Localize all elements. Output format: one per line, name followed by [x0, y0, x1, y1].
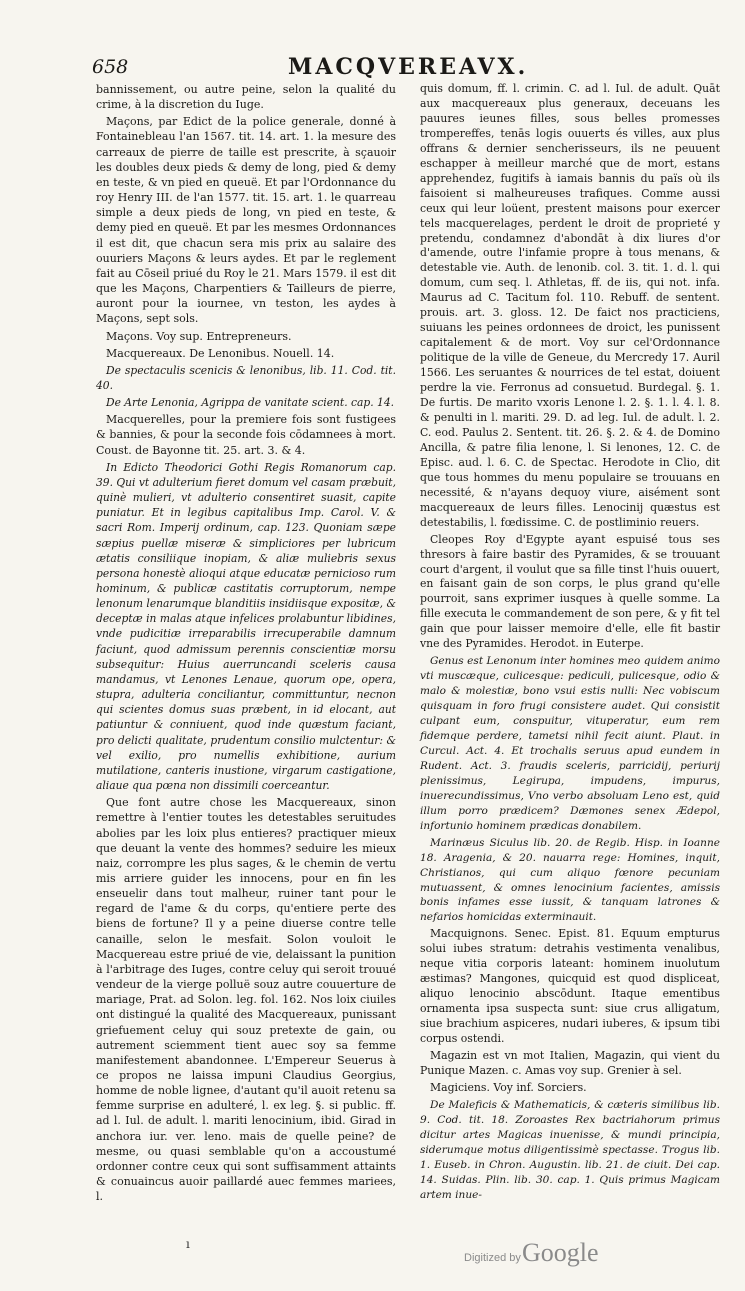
- paragraph: De Arte Lenonia, Agrippa de vanitate scient. cap. 14.: [106, 396, 395, 410]
- running-head: MACQVEREAVX.: [288, 54, 529, 80]
- paragraph: Macquereaux. De Lenonibus. Nouell. 14.: [106, 346, 335, 360]
- paragraph: De Maleficis & Mathematicis, & cæteris similibus lib. 9. Cod. tit. 18. Zoroastes Rex bactriahorum primus dicitur artes Magicas inuenisse, & mundi principia, siderumque motus diligentissimè spectasse. Trogus lib. 1. Euseb. in Chron. Augustin. lib. 21. de ciuit. Dei cap. 14. Suidas. Plin. lib. 30. cap. 1. Quis primus Magicam artem inue-: [420, 1098, 720, 1201]
- paragraph: De spectaculis scenicis & lenonibus, lib. 11. Cod. tit. 40.: [96, 363, 396, 392]
- watermark-brand: Google: [522, 1238, 599, 1267]
- paragraph: Que font autre chose les Macquereaux, sinon remettre à l'entier toutes les detestables seruitudes abolies par les loix plus entieres? practiquer mieux que deuant la vente des hommes? seduire les mieux naiz, corrompre les plus sages, & le chemin de vertu mis arriere guider les innocens, pour en fin les enseuelir dans tout malheur, ruiner tant pour le regard de l'ame & du corps, qu'entiere perte des biens de fortune? Il y a peine diuerse contre telle canaille, selon le mesfait. Solon vouloit le Macquereau estre priué de vie, delaissant la punition à l'arbitrage des Iuges, contre celuy qui seroit trouué vendeur de la vierge polluë souz autre couuerture de mariage, Prat. ad Solon. leg. fol. 162. Nos loix ciuiles ont distingué la qualité des Macquereaux, punissant griefuement celuy qui souz pretexte de gain, ou autrement sciemment tient auec soy sa femme manifestement abandonnee. L'Empereur Seuerus à ce propos ne laissa impuni Claudius Georgius, homme de noble lignee, d'autant qu'il auoit retenu sa femme surprise en adulteré, l. ex leg. §. si public. ff. ad l. Iul. de adult. l. mariti lenocinium, ibid. Girad in anchora iur. ver. leno. mais de quelle peine? de mesme, ou quasi semblable qu'on a accoustumé ordonner contre ceux qui sont suffisamment attaints & conuaincus auoir paillardé auec femmes mariees, l.: [96, 796, 396, 1204]
- digitization-watermark: [464, 1238, 614, 1270]
- watermark-prefix: Digitized by: [464, 1252, 521, 1264]
- page-number: 658: [92, 56, 129, 78]
- paragraph: Marinæus Siculus lib. 20. de Regib. Hisp. in Ioanne 18. Aragenia, & 20. nauarra rege: Homines, inquit, Christianos, qui cum aliquo fœnore pecuniam mutuassent, & omnes lenocinium facientes, amissis bonis infames esse iussit, & tanquam latrones & nefarios homicidas exterminauit.: [420, 836, 720, 924]
- paragraph: Macquignons. Senec. Epist. 81. Equum empturus solui iubes stratum: detrahis vestimenta venalibus, neque vitia corporis lateant: hominem inuolutum æstimas? Mangones, quicquid est quod displiceat, aliquo lenocinio abscōdunt. Itaque ementibus ornamenta ipsa suspecta sunt: siue crus alligatum, siue brachium aspiceres, nudari iuberes, & ipsum tibi corpus ostendi.: [420, 927, 720, 1046]
- right-column: [420, 82, 720, 1205]
- paragraph: Magazin est vn mot Italien, Magazin, qui vient du Punique Mazen. c. Amas voy sup. Grenier à sel.: [420, 1049, 720, 1077]
- paragraph: quis domum, ff. l. crimin. C. ad l. Iul. de adult. Quāt aux macquereaux plus generaux, deceuans les pauures ieunes filles, sous belles promesses trompereffes, tenās logis ouuerts és villes, aux plus offrans & dernier sencherisseurs, ils ne peuuent eschapper à meilleur marché que de mort, estans apprehendez, fugitifs à iamais bannis du païs où ils faisoient si malheureuses trafiques. Comme aussi ceux qui leur loüent, prestent maisons pour exercer tels macquerelages, perdent le droit de proprieté y pretendu, condamnez d'abondāt à dix liures d'or d'amende, outre l'infamie propre à tous menans, & detestable vie. Auth. de lenonib. col. 3. tit. 1. d. l. qui domum, cum seq. l. Athletas, ff. de iis, qui not. infa. Maurus ad C. Tacitum fol. 110. Rebuff. de sentent. prouis. art. 3. gloss. 12. De faict nos practiciens, suiuans les peines ordonnees de droict, les punissent capitalement & de mort. Voy sur cel'Ordonnance politique de la ville de Geneue, du Mercredy 17. Auril 1566. Les seruantes & nourrices de tel estat, doiuent perdre la vie. Ferronus ad consuetud. Burdegal. §. 1. De furtis. De marito vxoris Lenone l. 2. §. 1. l. 4. l. 8. & penulti in l. mariti. 29. D. ad leg. Iul. de adult. l. 2. C. eod. Paulus 2. Sentent. tit. 26. §. 2. & 4. de Domino Ancilla, & patre filia lenone, l. Si lenones, 12. C. de Episc. aud. l. 6. C. de Spectac. Herodote in Clio, dit que tous hommes du menu populaire se trouuans en necessité, & n'ayans dequoy viure, aisément sont macquereaux de leurs filles. Lenocinij quæstus est detestabilis, l. fœdissime. C. de postliminio reuers.: [420, 82, 720, 529]
- paragraph: Magiciens. Voy inf. Sorciers.: [430, 1080, 587, 1094]
- paragraph: Maçons, par Edict de la police generale, donné à Fontainebleau l'an 1567. tit. 14. art. 1. la mesure des carreaux de pierre de taille est prescrite, à sçauoir les doubles deux pieds & demy de long, pied & demy en teste, & vn pied en queuë. Et par l'Ordonnance du roy Henry III. de l'an 1577. tit. 15. art. 1. le quarreau simple a deux pieds de long, vn pied en teste, & demy pied en queuë. Et par les mesmes Ordonnances il est dit, que chacun sera mis prix au salaire des ouuriers Maçons & leurs aydes. Et par le reglement fait au Cōseil priué du Roy le 21. Mars 1579. il est dit que les Maçons, Charpentiers & Tailleurs de pierre, auront pour la iournee, vn teston, les aydes à Maçons, sept sols.: [96, 115, 396, 326]
- paragraph: bannissement, ou autre peine, selon la qualité du crime, à la discretion du Iuge.: [96, 83, 396, 112]
- paragraph: Genus est Lenonum inter homines meo quidem animo vti muscæque, culicesque: pediculi, pulicesque, odio & malo & molestiæ, bono vsui estis nulli: Nec vobiscum quisquam in foro frugi consistere audet. Qui consistit culpant eum, conspuitur, vituperatur, eum rem fidemque perdere, tametsi nihil fecit aiunt. Plaut. in Curcul. Act. 4. Et trochalis seruus apud eundem in Rudent. Act. 3. fraudis sceleris, parricidij, periurij plenissimus, Legirupa, impudens, impurus, inuerecundissimus, Vno verbo absoluam Leno est, quid illum porro prædicem? Dæmones senex Ædepol, infortunio hominem prædicas donabilem.: [420, 655, 720, 832]
- paragraph: Macquerelles, pour la premiere fois sont fustigees & bannies, & pour la seconde fois cōdamnees à mort. Coust. de Bayonne tit. 25. art. 3. & 4.: [96, 413, 396, 457]
- paragraph: Cleopes Roy d'Egypte ayant espuisé tous ses thresors à faire bastir des Pyramides, & se trouuant court d'argent, il voulut que sa fille tinst l'huis ouuert, en faisant gain de son corps, le plus grand qu'elle pourroit, sans exprimer iusques à quelle somme. La fille executa le commandement de son pere, & y fit tel gain que pour laisser memoire d'elle, elle fit bastir vne des Pyramides. Herodot. in Euterpe.: [420, 532, 720, 651]
- footer-mark: ı: [186, 1237, 190, 1251]
- page-header: [92, 54, 722, 82]
- paragraph: In Edicto Theodorici Gothi Regis Romanorum cap. 39. Qui vt adulterium fieret domum vel casam præbuit, quinè mulieri, vt adulterio consentiret suasit, capite puniatur. Et in legibus capitalibus Imp. Carol. V. & sacri Rom. Imperij ordinum, cap. 123. Quoniam sæpe sæpius puellæ miseræ & simpliciores per lubricum ætatis consiliique inopiam, & aliæ muliebris sexus persona honestè alioqui atque educatæ pernicioso rum hominum, & publicæ castitatis corruptorum, nempe lenonum lenarumque blanditiis insidiisque expositæ, & deceptæ in malas atque infelices prolabuntur libidines, vnde pudicitiæ irreparabilis irrecuperabile damnum faciunt, quod admissum perennis conscientiæ morsu subsequitur: Huius auerruncandi sceleris causa mandamus, vt Lenones Lenaue, quorum ope, opera, stupra, adulteria conciliantur, committuntur, necnon qui scientes domus suas præbent, in id elocant, aut patiuntur & conniuent, quod inde quæstum faciant, pro delicti qualitate, prudentum consilio mulctentur: & vel exilio, pro numellis exhibitione, aurium mutilatione, canteris inustione, virgarum castigatione, aliaue qua pœna non dissimili coerceantur.: [96, 460, 396, 793]
- paragraph: Maçons. Voy sup. Entrepreneurs.: [106, 329, 292, 343]
- left-column: [96, 82, 396, 1206]
